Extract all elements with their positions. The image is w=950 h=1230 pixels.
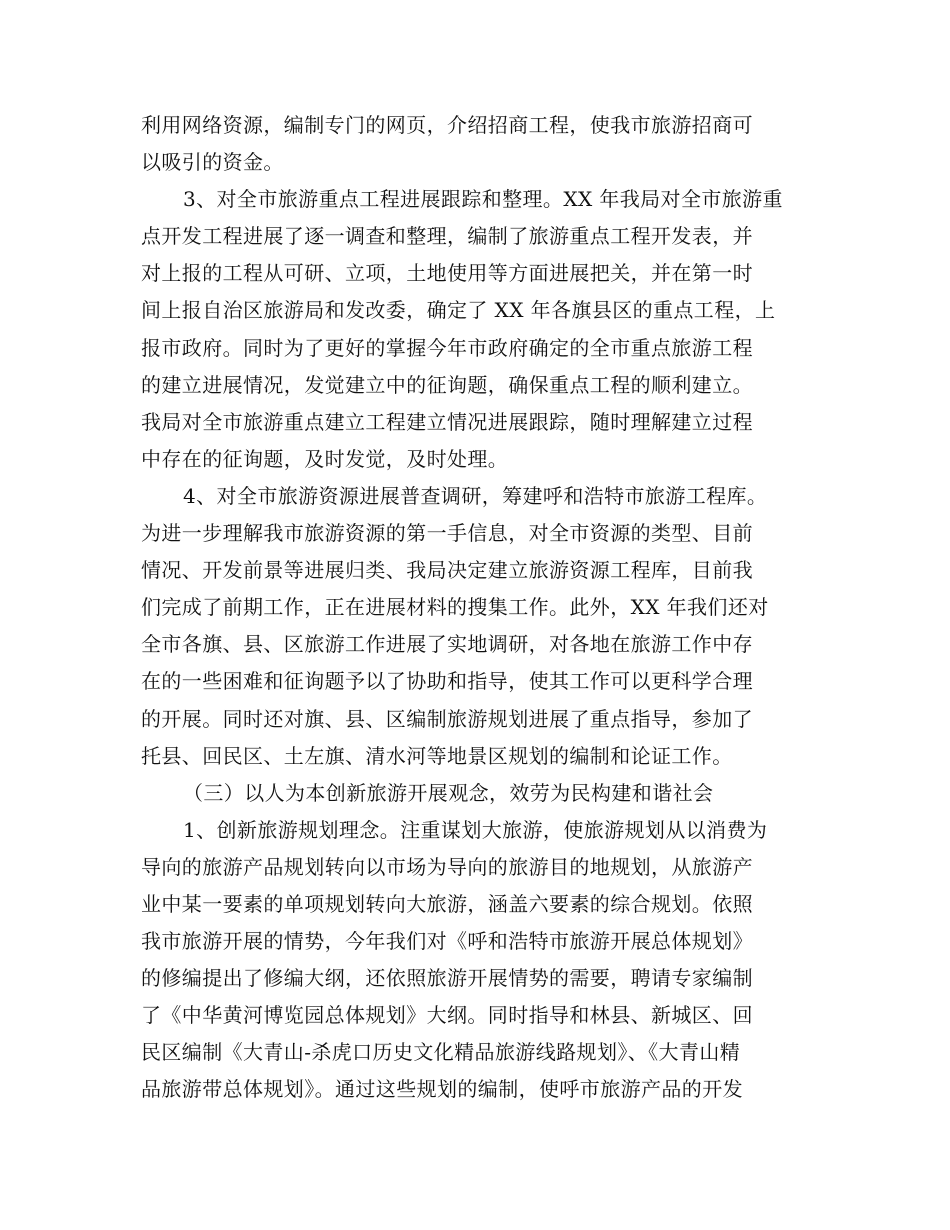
text-line: 业中某一要素的单项规划转向大旅游，涵盖六要素的综合规划。依照 <box>141 891 753 916</box>
text-line: 对上报的工程从可研、立项，土地使用等方面进展把关，并在第一时 <box>141 261 753 286</box>
text-line: 的开展。同时还对旗、县、区编制旅游规划进展了重点指导，参加了 <box>141 706 753 731</box>
text-line: 的建立进展情况，发觉建立中的征询题，确保重点工程的顺利建立。 <box>141 372 753 397</box>
text-line: 了《中华黄河博览园总体规划》大纲。同时指导和林县、新城区、回 <box>141 1003 753 1028</box>
text-line: 点开发工程进展了逐一调查和整理，编制了旅游重点工程开发表，并 <box>141 224 753 249</box>
text-line: 利用网络资源，编制专门的网页，介绍招商工程，使我市旅游招商可 <box>141 113 753 137</box>
document-body <box>141 107 813 1109</box>
text-line: 品旅游带总体规划》。通过这些规划的编制，使呼市旅游产品的开发 <box>141 1077 743 1102</box>
text-line: 中存在的征询题，及时发觉，及时处理。 <box>141 446 509 471</box>
text-line: 在的一些困难和征询题予以了协助和指导，使其工作可以更科学合理 <box>141 669 753 694</box>
text-line: 们完成了前期工作，正在进展材料的搜集工作。此外，XX 年我们还对 <box>141 595 769 620</box>
text-line: 报市政府。同时为了更好的掌握今年市政府确定的全市重点旅游工程 <box>141 335 753 360</box>
text-line: 我市旅游开展的情势，今年我们对《呼和浩特市旅游开展总体规划》 <box>141 929 753 954</box>
text-line: 的修编提出了修编大纲，还依照旅游开展情势的需要，聘请专家编制 <box>141 966 753 991</box>
section-heading: （三）以人为本创新旅游开展观念，效劳为民构建和谐社会 <box>183 780 714 805</box>
text-line: 我局对全市旅游重点建立工程建立情况进展跟踪，随时理解建立过程 <box>141 409 753 434</box>
paragraph-start-line: 3、对全市旅游重点工程进展跟踪和整理。XX 年我局对全市旅游重 <box>183 187 783 212</box>
text-line: 民区编制《大青山-杀虎口历史文化精品旅游线路规划》、《大青山精 <box>141 1040 741 1065</box>
paragraph-start-line: 4、对全市旅游资源进展普查调研，筹建呼和浩特市旅游工程库。 <box>183 483 768 508</box>
paragraph-start-line: 1、创新旅游规划理念。注重谋划大旅游，使旅游规划从以消费为 <box>183 817 768 842</box>
text-line: 导向的旅游产品规划转向以市场为导向的旅游目的地规划，从旅游产 <box>141 854 753 879</box>
text-line: 情况、开发前景等进展归类、我局决定建立旅游资源工程库，目前我 <box>141 558 753 583</box>
text-line: 托县、回民区、土左旗、清水河等地景区规划的编制和论证工作。 <box>141 743 733 768</box>
text-line: 为进一步理解我市旅游资源的第一手信息，对全市资源的类型、目前 <box>141 521 753 546</box>
text-line: 全市各旗、县、区旅游工作进展了实地调研，对各地在旅游工作中存 <box>141 632 753 657</box>
text-line: 以吸引的资金。 <box>141 150 284 175</box>
text-line: 间上报自治区旅游局和发改委，确定了 XX 年各旗县区的重点工程，上 <box>141 298 776 323</box>
